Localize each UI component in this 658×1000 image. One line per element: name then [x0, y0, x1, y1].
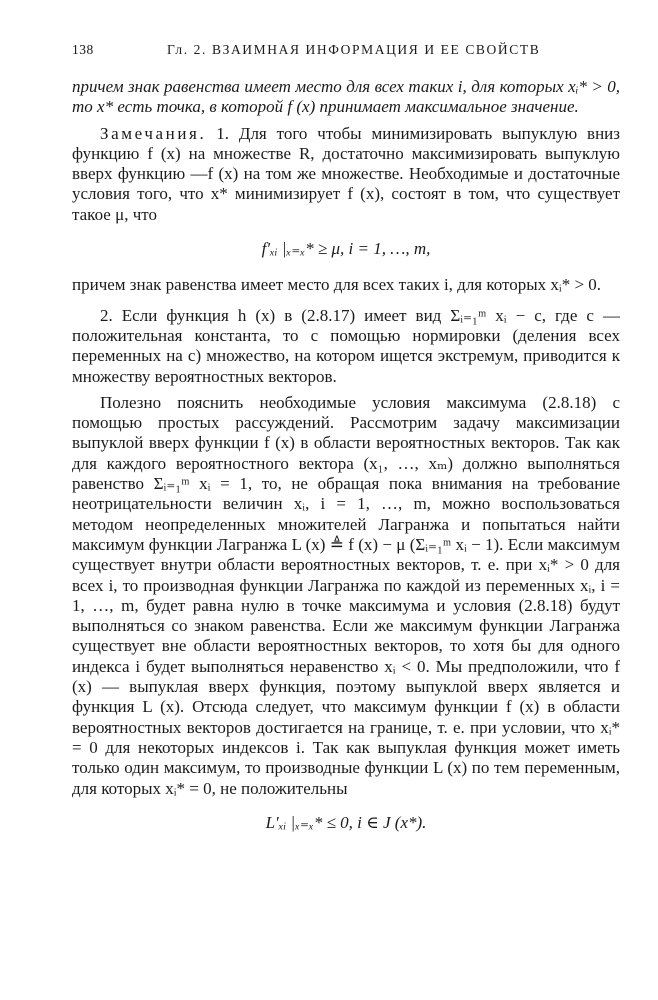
paragraph-remark-2: 2. Если функция h (x) в (2.8.17) имеет вид Σᵢ₌₁ᵐ xᵢ − c, где c — положительная константа, то с помощью нормировки (деления всех переменных на c) множество, на котором ищется экстремум, приводится к множеству вероятностных векторов.	[72, 305, 620, 386]
paragraph-theorem-tail: причем знак равенства имеет место для всех таких i, для которых xᵢ* > 0, то x* есть точка, в которой f (x) принимает максимальное значение.	[72, 77, 620, 117]
paragraph-lagrange: Полезно пояснить необходимые условия максимума (2.8.18) с помощью простых рассуждений. Рассмотрим задачу максимизации выпуклой вверх функции f (x) в области вероятностных векторов. Так как для каждого вероятностного вектора (x₁, …, xₘ) должно выполняться равенство Σᵢ₌₁ᵐ xᵢ = 1, то, не обращая пока внимания на требование неотрицательности величин xᵢ, i = 1, …, m, можно воспользоваться методом неопределенных множителей Лагранжа и попытаться найти максимум функции Лагранжа L (x) ≜ f (x) − μ (Σᵢ₌₁ᵐ xᵢ − 1). Если максимум существует внутри области вероятностных векторов, т. е. при xᵢ* > 0 для всех i, то производная функции Лагранжа по каждой из переменных xᵢ, i = 1, …, m, будет равна нулю в точке максимума и условия (2.8.18) будут выполняться со знаком равенства. Если же максимум функции Лагранжа существует вне области вероятностных векторов, то хотя бы для одного индекса i будет выполняться неравенство xᵢ < 0. Мы предположили, что f (x) — выпуклая вверх функция, поэтому выпуклой вверх является и функция L (x). Отсюда следует, что максимум функции f (x) в области вероятностных векторов достигается на границе, т. е. при условии, что xᵢ* = 0 для некоторых индексов i. Так как выпуклая функция может иметь только один максимум, то производные функции L (x) по тем переменным, для которых xᵢ* = 0, не положительны	[72, 392, 620, 798]
page-header	[72, 42, 620, 62]
paragraph-equality-note: причем знак равенства имеет место для всех таких i, для которых xᵢ* > 0.	[72, 275, 602, 295]
running-head: Гл. 2. ВЗАИМНАЯ ИНФОРМАЦИЯ И ЕЕ СВОЙСТВ	[167, 42, 541, 57]
remark-label: Замечания.	[100, 123, 207, 143]
remark-1-text: 1. Для того чтобы минимизировать выпуклую вниз функцию f (x) на множестве R, достаточно максимизировать выпуклую вверх функцию —f (x) на том же множестве. Необходимые и достаточные условия того, что x* минимизирует f (x), состоят в том, что существует такое μ, что	[72, 123, 620, 224]
page-number: 138	[72, 42, 94, 57]
page-body	[72, 77, 620, 849]
formula-condition-boundary: L′ₓᵢ |ₓ₌ₓ* ≤ 0, i ∈ J (x*).	[265, 812, 427, 832]
paragraph-remark-1	[72, 124, 620, 225]
formula-condition-min: f′ₓᵢ |ₓ₌ₓ* ≥ μ, i = 1, …, m,	[261, 239, 431, 259]
